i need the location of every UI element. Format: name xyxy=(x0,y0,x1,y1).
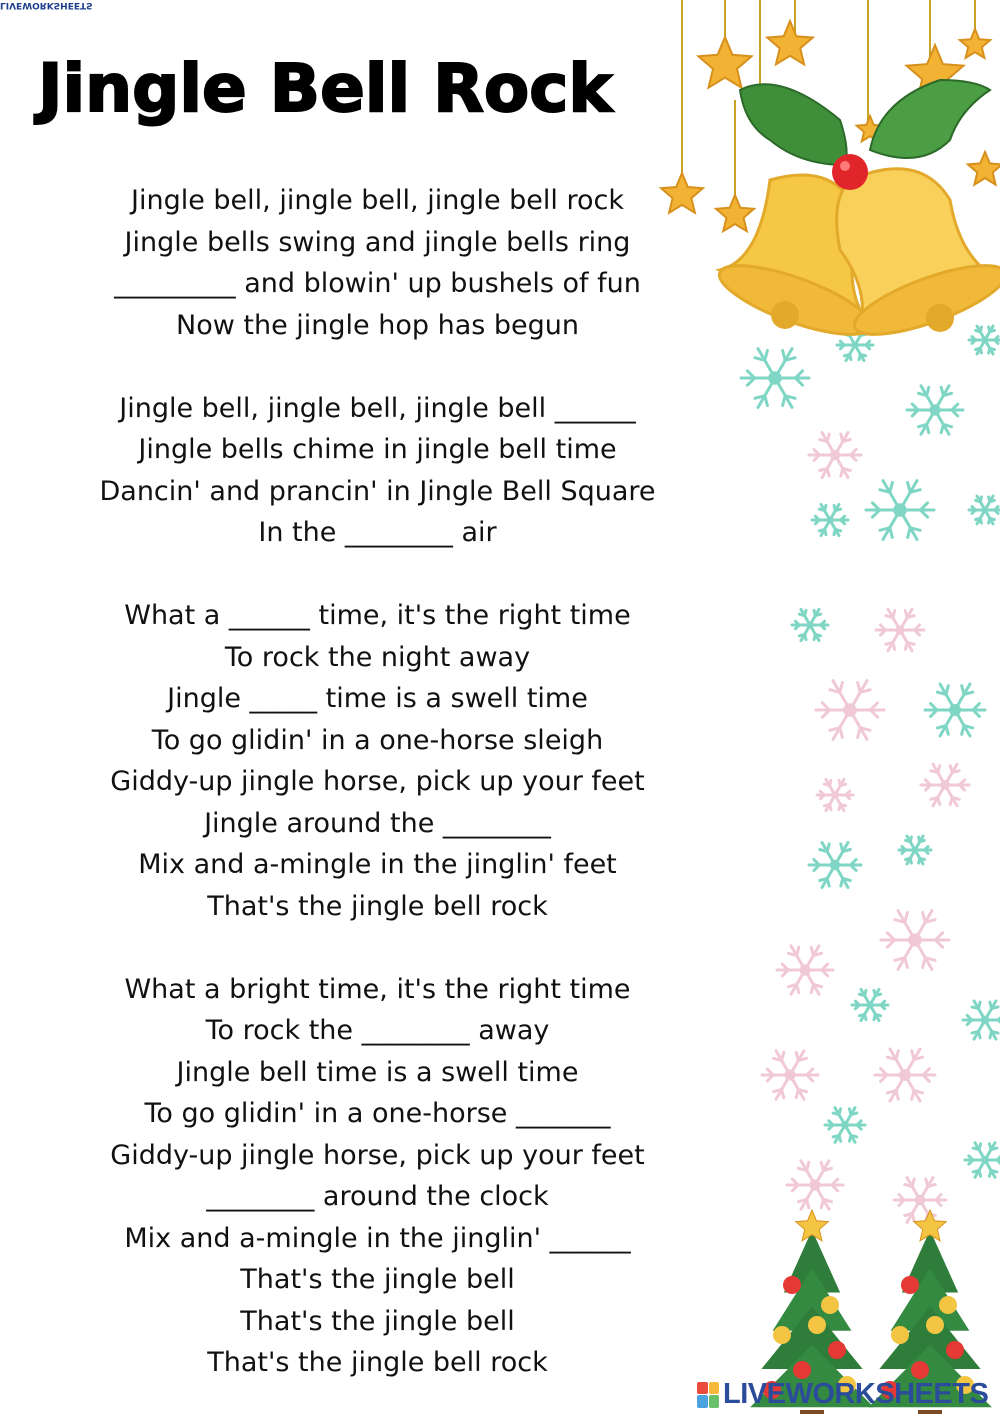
snowflake-icon xyxy=(817,779,853,810)
snowflake-icon xyxy=(876,609,924,651)
lyric-line: Mix and a-mingle in the jinglin' ______ xyxy=(124,1222,631,1254)
logo-badge-square xyxy=(697,1395,708,1408)
star-icon xyxy=(767,21,813,64)
snowflake-icon xyxy=(825,1108,865,1143)
star-icon xyxy=(968,152,1000,185)
snowflake-icon xyxy=(812,504,848,535)
snowflake-icon xyxy=(881,911,949,970)
snowflake-icon xyxy=(777,946,833,994)
snowflake-icon xyxy=(809,843,861,888)
snowflake-icon xyxy=(866,481,934,540)
lyric-line: That's the jingle bell rock xyxy=(207,1347,548,1378)
lyric-line: ________ around the clock xyxy=(206,1181,549,1212)
snowflake-icon xyxy=(963,1001,1000,1039)
lyric-line: That's the jingle bell rock xyxy=(207,890,548,922)
lyric-line: Jingle bells swing and jingle bells ring xyxy=(124,226,631,258)
bells-icon xyxy=(712,169,1000,348)
lyric-line: Jingle bell, jingle bell, jingle bell rock xyxy=(131,185,624,216)
lyric-line: Jingle bell, jingle bell, jingle bell ______ xyxy=(119,392,636,424)
snowflake-icon xyxy=(787,1161,843,1209)
snowflake-icon xyxy=(921,764,969,806)
snowflake-icon xyxy=(899,836,931,864)
lyric-line: To go glidin' in a one-horse sleigh xyxy=(151,724,604,756)
snowflake-icon xyxy=(969,496,1000,524)
snowflake-icon xyxy=(741,349,809,408)
lyric-line: To rock the ________ away xyxy=(205,1015,550,1046)
snowflake-icon xyxy=(894,1178,946,1223)
lyric-line: _________ and blowin' up bushels of fun xyxy=(114,268,641,299)
lyric-line: That's the jingle bell xyxy=(240,1264,515,1295)
page-title: Jingle Bell Rock xyxy=(38,50,613,127)
lyric-line: Dancin' and prancin' in Jingle Bell Square xyxy=(99,475,656,507)
lyric-line: To rock the night away xyxy=(224,641,531,673)
snowflakes xyxy=(741,326,1000,1222)
lyric-line: In the ________ air xyxy=(258,517,497,548)
snowflake-icon xyxy=(925,684,985,736)
lyric-line: Now the jingle hop has begun xyxy=(176,309,579,341)
lyric-line: To go glidin' in a one-horse _______ xyxy=(144,1098,611,1129)
snowflake-icon xyxy=(852,989,888,1020)
snowflake-icon xyxy=(809,433,861,478)
lyric-line: Giddy-up jingle horse, pick up your feet xyxy=(110,766,645,797)
star-icon xyxy=(698,37,751,88)
logo-badge-square xyxy=(709,1382,720,1395)
star-icon xyxy=(960,29,990,58)
logo-badge-square xyxy=(697,1382,708,1395)
lyric-line: Giddy-up jingle horse, pick up your feet xyxy=(110,1139,645,1171)
star-icon xyxy=(716,195,754,231)
liveworksheets-logo xyxy=(697,1378,988,1411)
star-icon xyxy=(661,173,703,213)
watermark-top-left: LIVEWORKSHEETS xyxy=(0,0,93,10)
lyric-line: What a bright time, it's the right time xyxy=(124,973,631,1005)
logo-badge-square xyxy=(709,1395,720,1408)
lyric-line: Jingle around the ________ xyxy=(204,807,551,839)
snowflake-icon xyxy=(969,326,1000,354)
snowflake-icon xyxy=(875,1049,935,1101)
lyric-line: That's the jingle bell xyxy=(240,1305,515,1337)
lyric-line: Jingle _____ time is a swell time xyxy=(167,683,588,714)
logo-text: LIVEWORKSHEETS xyxy=(723,1378,989,1410)
lyric-line: Mix and a-mingle in the jinglin' feet xyxy=(138,849,617,880)
lyric-line: Jingle bells chime in jingle bell time xyxy=(138,434,617,465)
lyric-line: What a ______ time, it's the right time xyxy=(124,600,631,631)
snowflake-icon xyxy=(816,681,884,740)
lyric-line: Jingle bell time is a swell time xyxy=(176,1056,579,1088)
snowflake-icon xyxy=(792,609,828,640)
snowflake-icon xyxy=(762,1051,818,1099)
logo-badge-icon xyxy=(697,1382,719,1408)
snowflake-icon xyxy=(965,1143,1000,1178)
snowflake-icon xyxy=(907,386,963,434)
